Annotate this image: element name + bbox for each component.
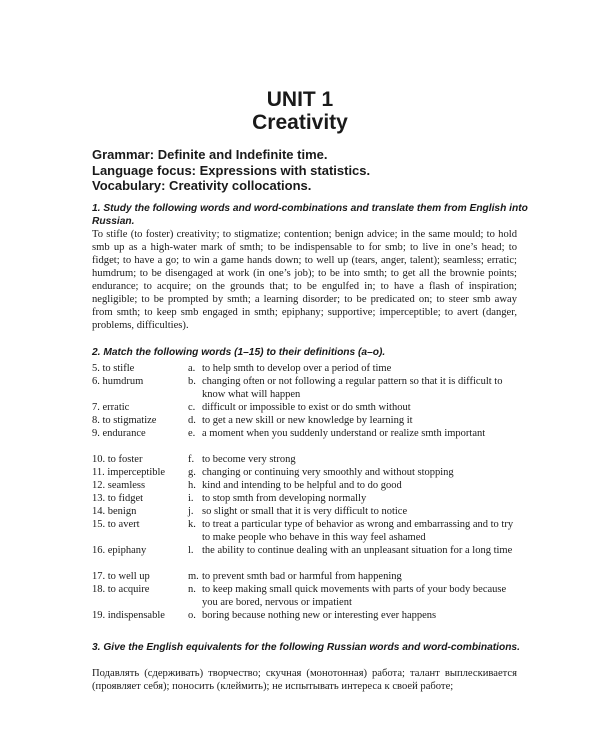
match-definition: the ability to continue dealing with an unpleasant situation for a long time	[202, 545, 513, 556]
match-letter: n.	[188, 584, 196, 595]
task-1-word-list: To stifle (to foster) creativity; to stigmatize; contention; benign advice; in the same mould; to hold smb up as a high-water mark of smth; to be indispensable to for smb; to live in one’s head; to fidget; to have a go; to win a game hands down; to well up (tears, anger, talent); seamless; erratic; humdrum; to be disengaged at work (in one’s job); to be into smth; to get all the brownie points; endurance; to acquire; on the grounds that; to be engulfed in; to have a flash of inspiration; negligible; to be prompted by smth; a learning disorder; to be predicated on; to steer smb away from smth; to keep smb engaged in smth; epiphany; supportive; imperceptible; to avert (danger, problems, difficulties).	[92, 229, 517, 331]
match-letter: o.	[188, 610, 196, 621]
match-definition: to get a new skill or new knowledge by learning it	[202, 415, 413, 426]
match-word: 7. erratic	[92, 402, 130, 413]
match-definition: to help smth to develop over a period of time	[202, 363, 392, 374]
match-word: 13. to fidget	[92, 493, 144, 504]
match-word: 18. to acquire	[92, 584, 150, 595]
match-letter: m.	[188, 571, 199, 582]
match-definition: changing often or not following a regular pattern so that it is difficult to know what will happen	[202, 376, 503, 400]
match-word: 16. epiphany	[92, 545, 147, 556]
task-3-heading: 3. Give the English equivalents for the following Russian words and word-combinations.	[92, 642, 520, 653]
match-definition: difficult or impossible to exist or do smth without	[202, 402, 411, 413]
match-letter: k.	[188, 519, 196, 530]
task-3-word-list: Подавлять (сдерживать) творчество; скучная (монотонная) работа; талант выплескивается (проявляет себя); поносить (клеймить); не испытывать интереса к своей работе;	[92, 668, 517, 692]
unit-title: Creativity	[252, 111, 348, 134]
match-definition: changing or continuing very smoothly and without stopping	[202, 467, 454, 478]
match-definition: to treat a particular type of behavior as wrong and embarrassing and to try to make people who behave in this way feel ashamed	[202, 519, 514, 543]
task-1-heading: 1. Study the following words and word-combinations and translate them from English into Russian.	[92, 203, 528, 227]
match-letter: c.	[188, 402, 196, 413]
match-letter: e.	[188, 428, 196, 439]
match-word: 8. to stigmatize	[92, 415, 157, 426]
match-word: 15. to avert	[92, 519, 140, 530]
language-focus: Language focus: Expressions with statistics.	[92, 162, 371, 178]
match-word: 10. to foster	[92, 454, 143, 465]
match-word: 12. seamless	[92, 480, 146, 491]
match-word: 5. to stifle	[92, 363, 135, 374]
match-word: 19. indispensable	[92, 610, 165, 621]
match-word: 9. endurance	[92, 428, 146, 439]
match-word: 17. to well up	[92, 571, 150, 582]
unit-header	[0, 88, 600, 134]
match-definition: to stop smth from developing normally	[202, 493, 367, 504]
match-letter: a.	[188, 363, 196, 374]
match-definition: to become very strong	[202, 454, 296, 465]
match-letter: f.	[188, 454, 195, 465]
match-letter: b.	[188, 376, 196, 387]
match-word: 11. imperceptible	[92, 467, 166, 478]
unit-number: UNIT 1	[266, 88, 334, 111]
vocabulary-focus: Vocabulary: Creativity collocations.	[92, 178, 312, 193]
match-letter: d.	[188, 415, 196, 426]
match-letter: j.	[188, 506, 194, 517]
match-letter: g.	[188, 467, 196, 478]
match-word: 6. humdrum	[92, 376, 144, 387]
task-2-heading: 2. Match the following words (1–15) to their definitions (a–o).	[92, 347, 386, 358]
match-definition: to prevent smth bad or harmful from happening	[202, 571, 402, 582]
match-definition: a moment when you suddenly understand or realize smth important	[202, 428, 486, 439]
match-word: 14. benign	[92, 506, 137, 517]
match-definition: to keep making small quick movements with parts of your body because you are bored, nervous or impatient	[202, 584, 507, 608]
match-letter: h.	[188, 480, 196, 491]
grammar-focus: Grammar: Definite and Indefinite time.	[92, 147, 328, 162]
unit-focus-list	[92, 147, 552, 194]
match-letter: i.	[188, 493, 194, 504]
match-definition: boring because nothing new or interesting ever happens	[202, 610, 437, 621]
match-definition: so slight or small that it is very difficult to notice	[202, 506, 408, 517]
match-letter: l.	[188, 545, 194, 556]
match-definition: kind and intending to be helpful and to do good	[202, 480, 402, 491]
